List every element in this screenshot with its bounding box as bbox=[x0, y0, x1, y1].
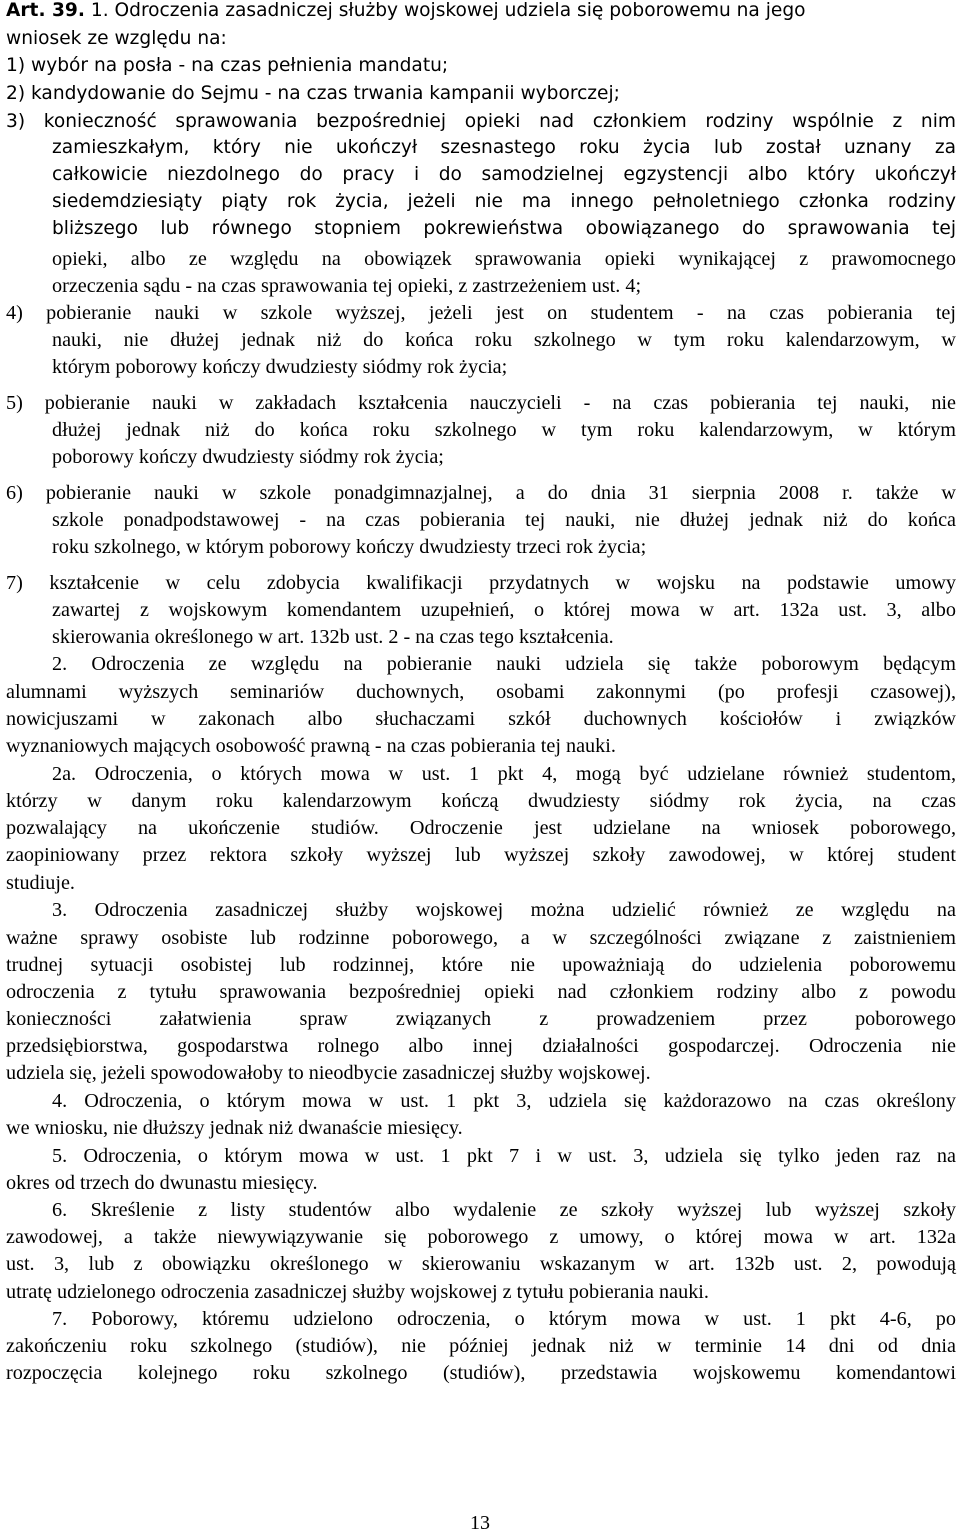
item-4-line-3: którym poborowy kończy dwudziesty siódmy rok życia; bbox=[52, 356, 508, 378]
paragraph-2-line-1: 2. Odroczenia ze względu na pobieranie nauki udziela się także poborowym będącym bbox=[52, 653, 956, 675]
paragraph-2-line-4: wyznaniowych mających osobowość prawną - na czas pobierania tej nauki. bbox=[6, 735, 616, 757]
paragraph-5-line-1: 5. Odroczenia, o którym mowa w ust. 1 pkt 7 i w ust. 3, udziela się tylko jeden raz na bbox=[52, 1145, 956, 1167]
item-7-line-3: skierowania określonego w art. 132b ust. 2 - na czas tego kształcenia. bbox=[52, 626, 614, 648]
paragraph-3-line-2: ważne sprawy osobiste lub rodzinne poborowego, a w szczególności związane z zaistnieniem bbox=[6, 927, 956, 949]
paragraph-2-line-2: alumnami wyższych seminariów duchownych, osobami zakonnymi (po profesji czasowej), bbox=[6, 681, 956, 703]
item-3-line-3: całkowicie niezdolnego do pracy i do samodzielnej egzystencji albo który ukończył bbox=[52, 164, 956, 185]
item-7-line-1: 7) kształcenie w celu zdobycia kwalifikacji przydatnych w wojsku na podstawie umowy bbox=[6, 572, 956, 594]
paragraph-2a-line-1: 2a. Odroczenia, o których mowa w ust. 1 pkt 4, mogą być udzielane również studentom, bbox=[52, 763, 956, 785]
item-2: 2) kandydowanie do Sejmu - na czas trwania kampanii wyborczej; bbox=[6, 83, 620, 104]
item-1: 1) wybór na posła - na czas pełnienia mandatu; bbox=[6, 55, 449, 76]
paragraph-2a-line-3: pozwalający na ukończenie studiów. Odroczenie jest udzielane na wniosek poborowego, bbox=[6, 817, 956, 839]
item-3-line-1: 3) konieczność sprawowania bezpośredniej opieki nad członkiem rodziny wspólnie z nim bbox=[6, 111, 956, 132]
paragraph-3-line-1: 3. Odroczenia zasadniczej służby wojskowej można udzielić również ze względu na bbox=[52, 899, 956, 921]
paragraph-2a-line-5: studiuje. bbox=[6, 872, 75, 894]
item-6-line-3: roku szkolnego, w którym poborowy kończy dwudziesty trzeci rok życia; bbox=[52, 536, 647, 558]
item-5-line-2: dłużej jednak niż do końca roku szkolnego w tym roku kalendarzowym, w którym bbox=[52, 419, 956, 441]
paragraph-2a-line-4: zaopiniowany przez rektora szkoły wyższej lub wyższej szkoły zawodowej, w której student bbox=[6, 844, 956, 866]
paragraph-7-line-2: zakończeniu roku szkolnego (studiów), nie później jednak niż w terminie 14 dni od dnia bbox=[6, 1335, 956, 1357]
paragraph-7-line-3: rozpoczęcia kolejnego roku szkolnego (studiów), przedstawia wojskowemu komendantowi bbox=[6, 1362, 956, 1384]
page-number: 13 bbox=[470, 1512, 490, 1534]
paragraph-5-line-2: okres od trzech do dwunastu miesięcy. bbox=[6, 1172, 318, 1194]
article-heading: Art. 39. bbox=[6, 0, 85, 21]
item-4-line-1: 4) pobieranie nauki w szkole wyższej, jeżeli jest on studentem - na czas pobierania tej bbox=[6, 302, 956, 324]
paragraph-2-line-3: nowicjuszami w zakonach albo słuchaczami szkół duchownych kościołów i związków bbox=[6, 708, 956, 730]
paragraph-3-line-5: konieczności załatwienia spraw związanych z prowadzeniem przez poborowego bbox=[6, 1008, 956, 1030]
paragraph-3-line-7: udziela się, jeżeli spowodowałoby to nieodbycie zasadniczej służby wojskowej. bbox=[6, 1062, 651, 1084]
paragraph-6-line-3: ust. 3, lub z obowiązku określonego w skierowaniu wskazanym w art. 132b ust. 2, powodują bbox=[6, 1253, 956, 1275]
paragraph-7-line-1: 7. Poborowy, któremu udzielono odroczenia, o którym mowa w ust. 1 pkt 4-6, po bbox=[52, 1308, 956, 1330]
article-first-line bbox=[6, 0, 956, 25]
paragraph-6-line-1: 6. Skreślenie z listy studentów albo wydalenie ze szkoły wyższej lub wyższej szkoły bbox=[52, 1199, 956, 1221]
item-5-line-3: poborowy kończy dwudziesty siódmy rok życia; bbox=[52, 446, 444, 468]
item-7-line-2: zawartej z wojskowym komendantem uzupełnień, o której mowa w art. 132a ust. 3, albo bbox=[52, 599, 956, 621]
item-4-line-2: nauki, nie dłużej jednak niż do końca roku szkolnego w tym roku kalendarzowym, w bbox=[52, 329, 956, 351]
paragraph-3-line-3: trudnej sytuacji osobistej lub rodzinnej, które nie upoważniają do udzielenia poborowemu bbox=[6, 954, 956, 976]
paragraph-3-line-6: przedsiębiorstwa, gospodarstwa rolnego albo innej działalności gospodarczej. Odroczenia nie bbox=[6, 1035, 956, 1057]
item-3-line-6: opieki, albo ze względu na obowiązek sprawowania opieki wynikającej z prawomocnego bbox=[52, 248, 956, 270]
article-intro-continued: wniosek ze względu na: bbox=[6, 28, 227, 49]
item-3-line-4: siedemdziesiąty piąty rok życia, jeżeli nie ma innego pełnoletniego członka rodziny bbox=[52, 191, 956, 212]
paragraph-6-line-2: zawodowej, a także niewywiązywanie się poborowego z umowy, o której mowa w art. 132a bbox=[6, 1226, 956, 1248]
article-intro-text: 1. Odroczenia zasadniczej służby wojskowej udziela się poborowemu na jego bbox=[90, 0, 806, 21]
item-3-line-2: zamieszkałym, który nie ukończył szesnastego roku życia lub został uznany za bbox=[52, 137, 956, 158]
item-3-line-5: bliższego lub równego stopniem pokrewieństwa obowiązanego do sprawowania tej bbox=[52, 218, 956, 239]
item-3-line-7: orzeczenia sądu - na czas sprawowania tej opieki, z zastrzeżeniem ust. 4; bbox=[52, 275, 642, 297]
item-5-line-1: 5) pobieranie nauki w zakładach kształcenia nauczycieli - na czas pobierania tej nauki, nie bbox=[6, 392, 956, 414]
paragraph-2a-line-2: którzy w danym roku kalendarzowym kończą dwudziesty siódmy rok życia, na czas bbox=[6, 790, 956, 812]
paragraph-3-line-4: odroczenia z tytułu sprawowania bezpośredniej opieki nad członkiem rodziny albo z powodu bbox=[6, 981, 956, 1003]
item-6-line-2: szkole ponadpodstawowej - na czas pobierania tej nauki, nie dłużej jednak niż do końca bbox=[52, 509, 956, 531]
paragraph-6-line-4: utratę udzielonego odroczenia zasadniczej służby wojskowej z tytułu pobierania nauki. bbox=[6, 1281, 709, 1303]
paragraph-4-line-1: 4. Odroczenia, o którym mowa w ust. 1 pkt 3, udziela się każdorazowo na czas określony bbox=[52, 1090, 956, 1112]
paragraph-4-line-2: we wniosku, nie dłuższy jednak niż dwanaście miesięcy. bbox=[6, 1117, 463, 1139]
item-6-line-1: 6) pobieranie nauki w szkole ponadgimnazjalnej, a do dnia 31 sierpnia 2008 r. także w bbox=[6, 482, 956, 504]
